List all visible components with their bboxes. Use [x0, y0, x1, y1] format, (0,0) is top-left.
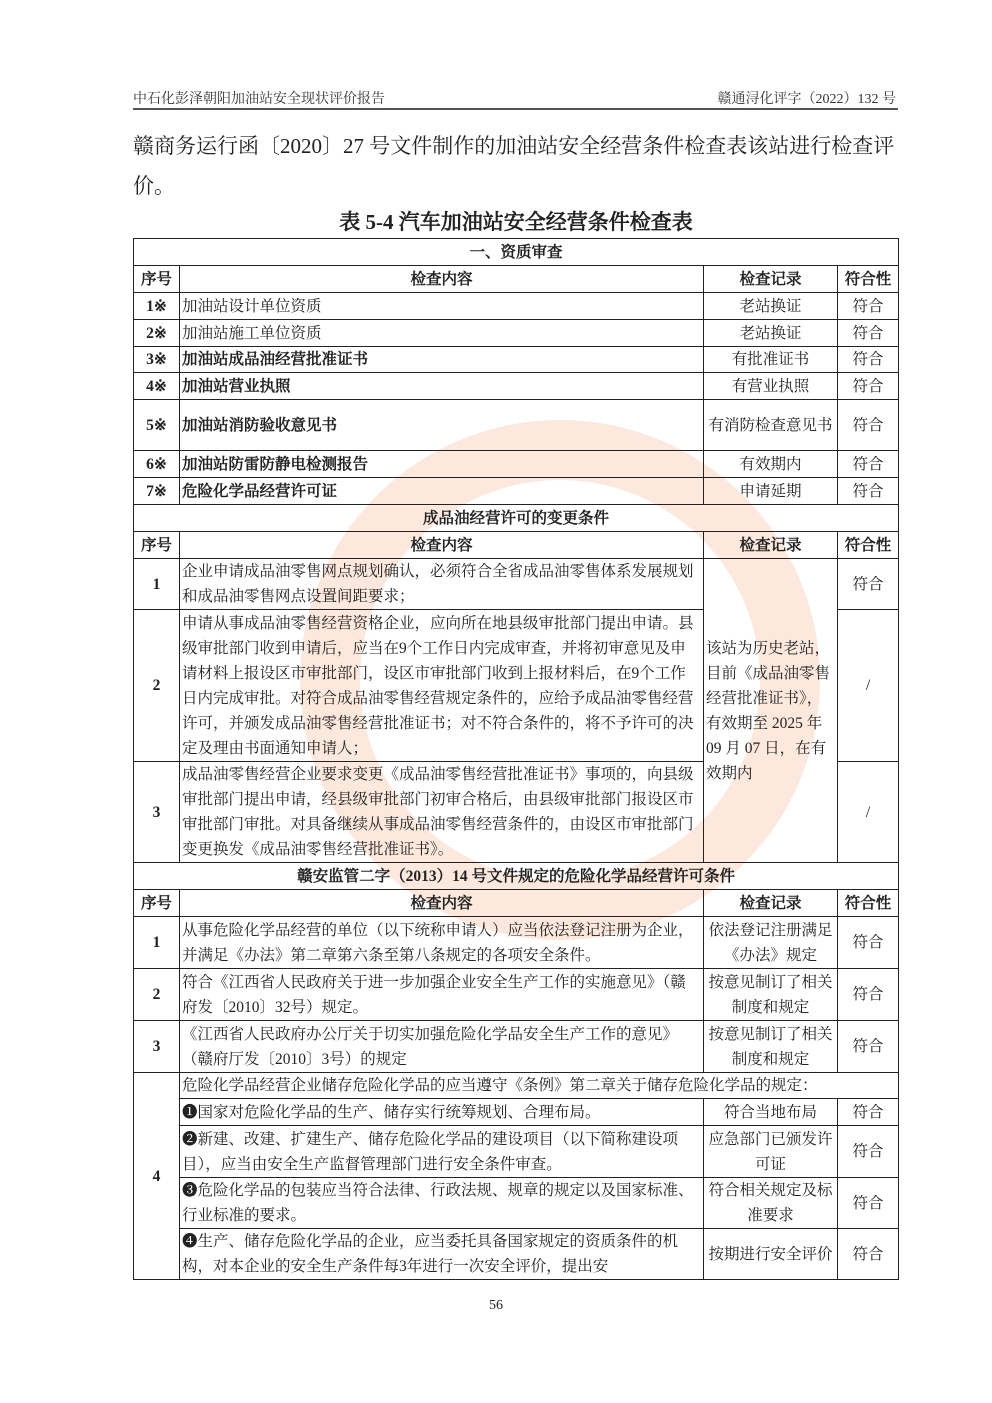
intro-paragraph: 赣商务运行函〔2020〕27 号文件制作的加油站安全经营条件检查表该站进行检查评价。: [133, 134, 895, 198]
content-cell: 从事危险化学品经营的单位（以下统称申请人）应当依法登记注册为企业，并满足《办法》第二章第六条至第八条规定的各项安全条件。: [180, 917, 704, 969]
section-title: 一、资质审查: [134, 239, 899, 266]
table-row: [134, 293, 899, 320]
table-row: [134, 505, 899, 532]
col-header-record: 检查记录: [704, 266, 838, 293]
content-cell: 《江西省人民政府办公厅关于切实加强危险化学品安全生产工作的意见》（赣府厅发〔2010〕3号）的规定: [180, 1021, 704, 1073]
content-cell: 加油站消防验收意见书: [180, 400, 704, 451]
seq-cell: 4: [134, 1073, 180, 1280]
seq-cell: 3※: [134, 347, 180, 373]
col-header-record: 检查记录: [704, 890, 838, 917]
conform-cell: 符合: [838, 400, 899, 451]
content-cell: 加油站施工单位资质: [180, 320, 704, 347]
seq-cell: 3: [134, 1021, 180, 1073]
seq-cell: 6※: [134, 451, 180, 478]
conform-cell: 符合: [838, 1178, 899, 1229]
seq-cell: 1※: [134, 293, 180, 320]
section-title: 赣安监管二字（2013）14 号文件规定的危险化学品经营许可条件: [134, 863, 899, 890]
conform-cell: 符合: [838, 1229, 899, 1280]
table-row: [134, 863, 899, 890]
table-row: [134, 1229, 899, 1280]
conform-cell: 符合: [838, 451, 899, 478]
col-header-content: 检查内容: [180, 532, 704, 559]
table-row: [134, 400, 899, 451]
content-cell: 成品油零售经营企业要求变更《成品油零售经营批准证书》事项的，向县级审批部门提出申请，经县级审批部门初审合格后，由县级审批部门报设区市审批部门审批。对具备继续从事成品油零售经营条件的，由设区市审批部门变更换发《成品油零售经营批准证书》。: [180, 762, 704, 863]
conform-cell: 符合: [838, 917, 899, 969]
content-cell: 加油站设计单位资质: [180, 293, 704, 320]
table-row: [134, 1099, 899, 1126]
record-cell: 有效期内: [704, 451, 838, 478]
conform-cell: /: [838, 762, 899, 863]
conform-cell: 符合: [838, 478, 899, 505]
content-cell: 加油站营业执照: [180, 373, 704, 400]
table-row: [134, 969, 899, 1021]
col-header-conform: 符合性: [838, 532, 899, 559]
record-cell: 有营业执照: [704, 373, 838, 400]
header-title: 中石化彭泽朝阳加油站安全现状评价报告: [133, 92, 385, 107]
content-cell: 申请从事成品油零售经营资格企业，应向所在地县级审批部门提出申请。县级审批部门收到申请后，应当在9个工作日内完成审查，并将初审意见及申请材料上报设区市审批部门，设区市审批部门收到上报材料后，在9个工作日内完成审批。对符合成品油零售经营规定条件的，应给予成品油零售经营许可，并颁发成品油零售经营批准证书；对不符合条件的，将不予许可的决定及理由书面通知申请人；: [180, 610, 704, 762]
table-row: [134, 1073, 899, 1099]
conform-cell: 符合: [838, 1021, 899, 1073]
conform-cell: 符合: [838, 347, 899, 373]
conform-cell: 符合: [838, 559, 899, 610]
conform-cell: 符合: [838, 293, 899, 320]
table-row: [134, 532, 899, 559]
col-header-content: 检查内容: [180, 890, 704, 917]
content-cell: 企业申请成品油零售网点规划确认，必须符合全省成品油零售体系发展规划和成品油零售网点设置间距要求；: [180, 559, 704, 610]
table-row: [134, 451, 899, 478]
content-cell: 危险化学品经营企业储存危险化学品的应当遵守《条例》第二章关于储存危险化学品的规定：: [180, 1073, 899, 1099]
table-row: [134, 266, 899, 293]
content-cell: ❷新建、改建、扩建生产、储存危险化学品的建设项目（以下简称建设项目），应当由安全生产监督管理部门进行安全条件审查。: [180, 1126, 704, 1178]
table-row: [134, 917, 899, 969]
col-header-conform: 符合性: [838, 890, 899, 917]
table-row: [134, 478, 899, 505]
col-header-seq: 序号: [134, 532, 180, 559]
header-divider: [133, 108, 898, 110]
record-cell: 老站换证: [704, 320, 838, 347]
table-row: [134, 1126, 899, 1178]
conform-cell: 符合: [838, 320, 899, 347]
record-cell: 按意见制订了相关制度和规定: [704, 1021, 838, 1073]
seq-cell: 2※: [134, 320, 180, 347]
record-cell: 应急部门已颁发许可证: [704, 1126, 838, 1178]
conform-cell: /: [838, 610, 899, 762]
content-cell: 加油站成品油经营批准证书: [180, 347, 704, 373]
col-header-content: 检查内容: [180, 266, 704, 293]
checklist-table: [133, 238, 899, 1280]
content-cell: 加油站防雷防静电检测报告: [180, 451, 704, 478]
col-header-conform: 符合性: [838, 266, 899, 293]
content-cell: 符合《江西省人民政府关于进一步加强企业安全生产工作的实施意见》（赣府发〔2010〕32号）规定。: [180, 969, 704, 1021]
record-cell: 符合当地布局: [704, 1099, 838, 1126]
content-cell: 危险化学品经营许可证: [180, 478, 704, 505]
seq-cell: 1: [134, 917, 180, 969]
seq-cell: 4※: [134, 373, 180, 400]
conform-cell: 符合: [838, 969, 899, 1021]
table-row: [134, 320, 899, 347]
conform-cell: 符合: [838, 373, 899, 400]
content-cell: ❶国家对危险化学品的生产、储存实行统筹规划、合理布局。: [180, 1099, 704, 1126]
content-cell: ❹生产、储存危险化学品的企业，应当委托具备国家规定的资质条件的机构，对本企业的安全生产条件每3年进行一次安全评价，提出安: [180, 1229, 704, 1280]
seq-cell: 2: [134, 969, 180, 1021]
col-header-seq: 序号: [134, 890, 180, 917]
table-row: [134, 1021, 899, 1073]
seq-cell: 2: [134, 610, 180, 762]
record-cell: 有批准证书: [704, 347, 838, 373]
record-cell: 该站为历史老站，目前《成品油零售经营批准证书》，有效期至 2025 年 09 月 07 日，在有效期内: [704, 559, 838, 863]
record-cell: 符合相关规定及标准要求: [704, 1178, 838, 1229]
seq-cell: 1: [134, 559, 180, 610]
conform-cell: 符合: [838, 1126, 899, 1178]
table-row: [134, 373, 899, 400]
col-header-record: 检查记录: [704, 532, 838, 559]
header-doc-number: 赣通浔化评字（2022）132 号: [717, 92, 896, 107]
table-row: [134, 1178, 899, 1229]
table-row: [134, 559, 899, 610]
table-row: [134, 347, 899, 373]
conform-cell: 符合: [838, 1099, 899, 1126]
table-row: [134, 890, 899, 917]
seq-cell: 5※: [134, 400, 180, 451]
seq-cell: 7※: [134, 478, 180, 505]
record-cell: 申请延期: [704, 478, 838, 505]
col-header-seq: 序号: [134, 266, 180, 293]
record-cell: 老站换证: [704, 293, 838, 320]
record-cell: 按意见制订了相关制度和规定: [704, 969, 838, 1021]
record-cell: 依法登记注册满足《办法》规定: [704, 917, 838, 969]
page-number: 56: [489, 1298, 503, 1313]
seq-cell: 3: [134, 762, 180, 863]
table-row: [134, 239, 899, 266]
table-caption: 表 5-4 汽车加油站安全经营条件检查表: [339, 210, 693, 234]
record-cell: 有消防检查意见书: [704, 400, 838, 451]
record-cell: 按期进行安全评价: [704, 1229, 838, 1280]
content-cell: ❸危险化学品的包装应当符合法律、行政法规、规章的规定以及国家标准、行业标准的要求。: [180, 1178, 704, 1229]
section-title: 成品油经营许可的变更条件: [134, 505, 899, 532]
